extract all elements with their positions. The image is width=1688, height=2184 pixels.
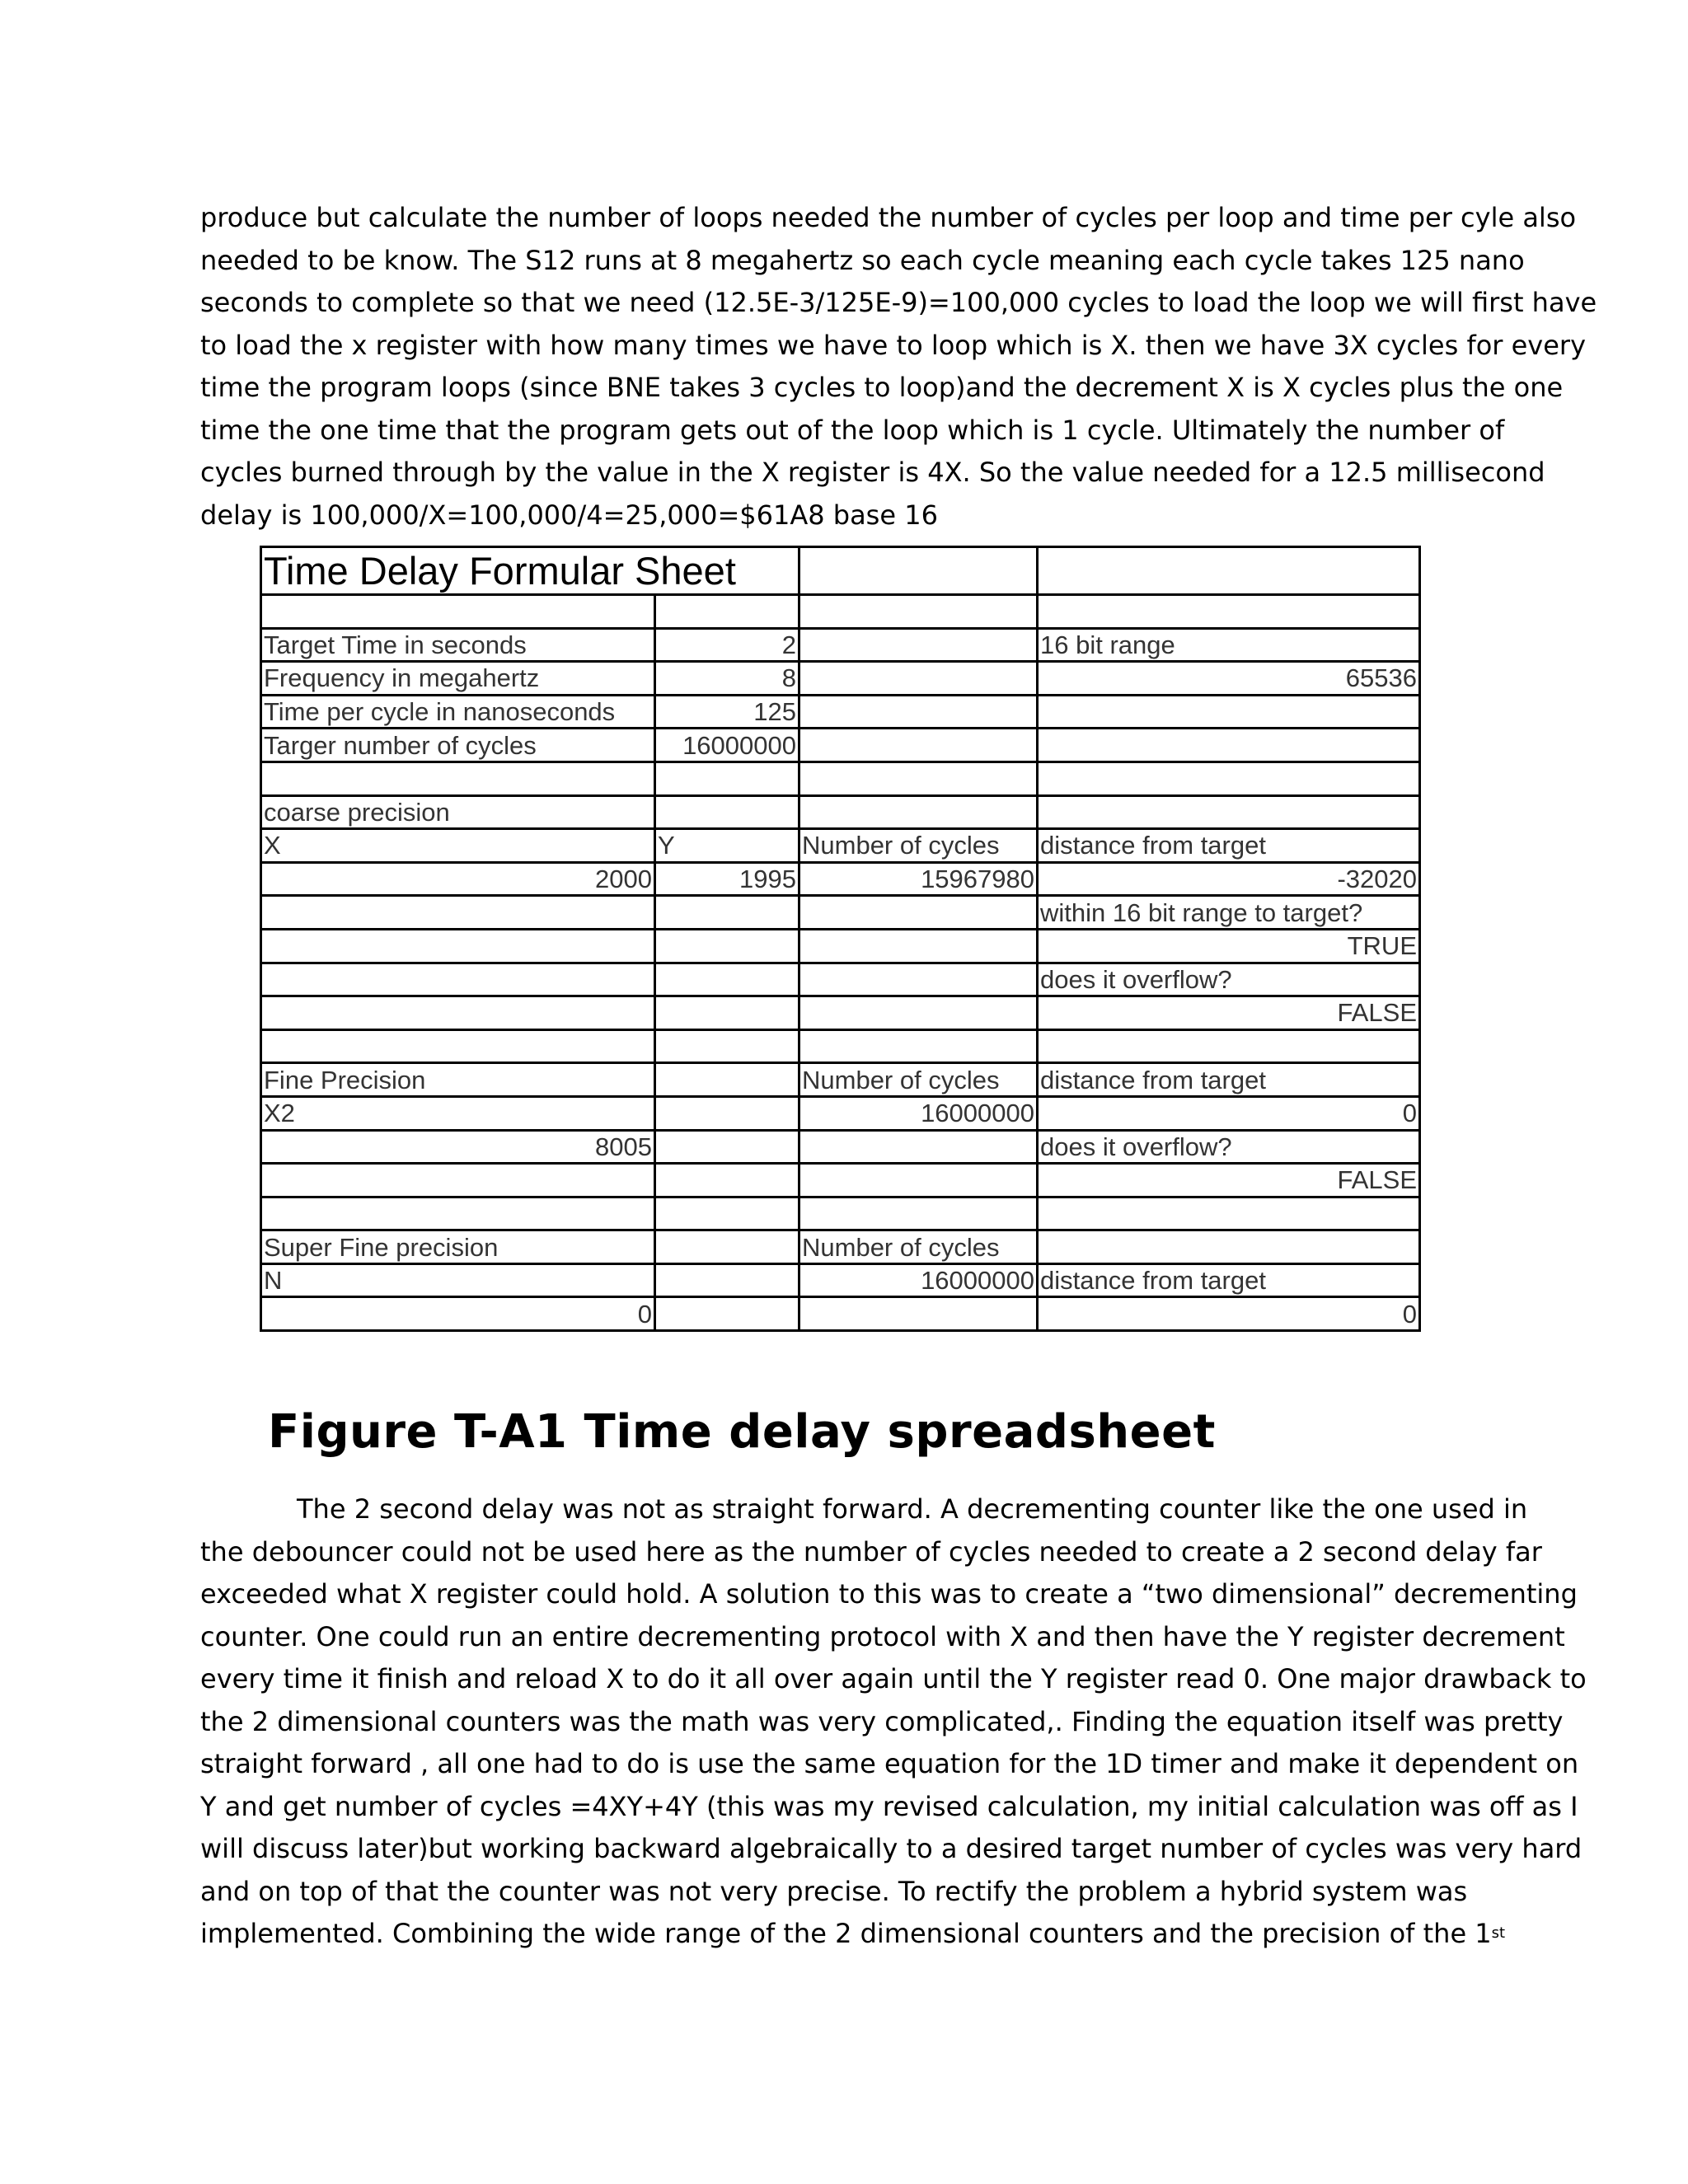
text-line: cycles burned through by the value in the X register is 4X. So the value needed for a 12.5 millisecond [200,457,1545,488]
spreadsheet-cell: distance from target [1038,829,1420,863]
spreadsheet-cell [799,1197,1038,1230]
spreadsheet-row [261,1230,1420,1264]
text-line: Y and get number of cycles =4XY+4Y (this was my revised calculation, my initial calculation was off as I [200,1790,1578,1822]
spreadsheet-cell: 0 [261,1297,655,1331]
spreadsheet-cell [261,963,655,996]
spreadsheet-cell: TRUE [1038,929,1420,963]
spreadsheet-cell: Number of cycles [799,1230,1038,1264]
spreadsheet-cell [261,1197,655,1230]
spreadsheet-row [261,963,1420,996]
spreadsheet-cell [799,628,1038,662]
spreadsheet-row [261,595,1420,629]
spreadsheet-cell: Fine Precision [261,1063,655,1097]
text-line: straight forward , all one had to do is use the same equation for the 1D timer and make it dependent on [200,1748,1579,1779]
spreadsheet-row [261,996,1420,1030]
spreadsheet-row [261,695,1420,729]
time-delay-spreadsheet [260,546,1421,1332]
spreadsheet-cell [1038,729,1420,762]
text-line: time the one time that the program gets out of the loop which is 1 cycle. Ultimately the number of [200,414,1505,446]
spreadsheet-cell: does it overflow? [1038,963,1420,996]
spreadsheet-row [261,762,1420,795]
spreadsheet-cell: 2 [655,628,799,662]
spreadsheet-cell [655,1297,799,1331]
spreadsheet-cell [799,1130,1038,1164]
spreadsheet-cell [799,1164,1038,1197]
text-line: the 2 dimensional counters was the math was very complicated,. Finding the equation itself was pretty [200,1705,1564,1737]
spreadsheet-cell: FALSE [1038,1164,1420,1197]
spreadsheet-cell [655,996,799,1030]
spreadsheet-cell [799,729,1038,762]
spreadsheet-cell: Number of cycles [799,1063,1038,1097]
spreadsheet-cell [655,896,799,930]
text-line [200,1913,1506,1956]
spreadsheet-cell [799,662,1038,696]
spreadsheet-cell [261,996,655,1030]
spreadsheet-cell [655,595,799,629]
text-line: needed to be know. The S12 runs at 8 megahertz so each cycle meaning each cycle takes 125 nano [200,244,1525,276]
spreadsheet-row [261,1063,1420,1097]
spreadsheet-cell: 15967980 [799,862,1038,896]
text-line: counter. One could run an entire decrementing protocol with X and then have the Y register decrement [200,1620,1565,1652]
spreadsheet-cell: Y [655,829,799,863]
spreadsheet-cell [799,996,1038,1030]
spreadsheet-cell [655,963,799,996]
spreadsheet-cell [261,896,655,930]
spreadsheet-row [261,628,1420,662]
spreadsheet-cell [799,795,1038,829]
spreadsheet-cell [655,1029,799,1063]
spreadsheet-cell: 16 bit range [1038,628,1420,662]
spreadsheet-cell: 16000000 [799,1263,1038,1297]
spreadsheet-cell: 16000000 [799,1096,1038,1130]
spreadsheet-cell [799,695,1038,729]
spreadsheet-row [261,929,1420,963]
spreadsheet-cell: Number of cycles [799,829,1038,863]
spreadsheet-cell: 125 [655,695,799,729]
spreadsheet-cell [261,595,655,629]
spreadsheet-cell [655,1197,799,1230]
spreadsheet-cell: 0 [1038,1297,1420,1331]
spreadsheet-cell [799,1297,1038,1331]
spreadsheet-cell [655,795,799,829]
spreadsheet-cell: coarse precision [261,795,655,829]
spreadsheet-row [261,1263,1420,1297]
spreadsheet-cell [655,1130,799,1164]
text-line: exceeded what X register could hold. A solution to this was to create a “two dimensional” decrementing [200,1578,1578,1610]
spreadsheet-cell [261,1029,655,1063]
spreadsheet-cell: Frequency in megahertz [261,662,655,696]
paragraph-1 [200,197,1597,537]
text-line: delay is 100,000/X=100,000/4=25,000=$61A8 base 16 [200,499,938,531]
spreadsheet-cell [261,1164,655,1197]
spreadsheet-cell: 65536 [1038,662,1420,696]
spreadsheet-cell [799,896,1038,930]
spreadsheet-cell [799,929,1038,963]
spreadsheet-row [261,1297,1420,1331]
spreadsheet-cell: N [261,1263,655,1297]
text-line: will discuss later)but working backward algebraically to a desired target number of cycles was very hard [200,1833,1582,1864]
spreadsheet-cell [655,1164,799,1197]
spreadsheet-cell [799,1029,1038,1063]
text-line: time the program loops (since BNE takes 3 cycles to loop)and the decrement X is X cycles plus the one [200,372,1564,403]
spreadsheet-cell: does it overflow? [1038,1130,1420,1164]
text-line-content: implemented. Combining the wide range of the 2 dimensional counters and the precision of the 1 [200,1918,1492,1949]
spreadsheet-cell: Time per cycle in nanoseconds [261,695,655,729]
spreadsheet-cell: 1995 [655,862,799,896]
spreadsheet-cell: 0 [1038,1096,1420,1130]
spreadsheet-row [261,1197,1420,1230]
spreadsheet-cell: Target Time in seconds [261,628,655,662]
spreadsheet-cell: FALSE [1038,996,1420,1030]
spreadsheet-cell: 8 [655,662,799,696]
spreadsheet-row [261,795,1420,829]
spreadsheet-row [261,1130,1420,1164]
spreadsheet-cell: Super Fine precision [261,1230,655,1264]
spreadsheet-cell: -32020 [1038,862,1420,896]
spreadsheet-row [261,1029,1420,1063]
spreadsheet-row [261,896,1420,930]
spreadsheet-title-row [261,547,1420,595]
spreadsheet-cell [655,1063,799,1097]
spreadsheet-cell [1038,695,1420,729]
spreadsheet-cell: 2000 [261,862,655,896]
spreadsheet-cell: Targer number of cycles [261,729,655,762]
spreadsheet-cell [1038,1230,1420,1264]
spreadsheet-row [261,662,1420,696]
spreadsheet-cell [1038,1029,1420,1063]
spreadsheet-cell: X [261,829,655,863]
spreadsheet-cell [799,547,1038,595]
spreadsheet-cell [655,1096,799,1130]
spreadsheet-cell [1038,547,1420,595]
spreadsheet-cell [261,762,655,795]
ordinal-superscript: st [1491,1924,1506,1942]
text-line: produce but calculate the number of loops needed the number of cycles per loop and time per cyle also [200,202,1577,233]
spreadsheet-cell: distance from target [1038,1263,1420,1297]
spreadsheet-cell [1038,1197,1420,1230]
spreadsheet-cell [655,1230,799,1264]
figure-caption: Figure T-A1 Time delay spreadsheet [268,1405,1216,1459]
spreadsheet-cell [655,762,799,795]
spreadsheet-cell: within 16 bit range to target? [1038,896,1420,930]
text-line: to load the x register with how many times we have to loop which is X. then we have 3X cycles for every [200,329,1587,361]
spreadsheet-row [261,1096,1420,1130]
spreadsheet-cell [655,1263,799,1297]
text-line: seconds to complete so that we need (12.5E-3/125E-9)=100,000 cycles to load the loop we will first have [200,287,1597,318]
spreadsheet-cell [799,762,1038,795]
spreadsheet-cell [799,963,1038,996]
spreadsheet-row [261,862,1420,896]
spreadsheet-cell [1038,595,1420,629]
spreadsheet-row [261,1164,1420,1197]
spreadsheet-cell: 16000000 [655,729,799,762]
spreadsheet-cell [1038,795,1420,829]
spreadsheet-cell [799,595,1038,629]
spreadsheet-cell: 8005 [261,1130,655,1164]
spreadsheet-cell: X2 [261,1096,655,1130]
text-line: the debouncer could not be used here as the number of cycles needed to create a 2 second delay far [200,1535,1542,1568]
spreadsheet-cell: distance from target [1038,1063,1420,1097]
spreadsheet-cell [1038,762,1420,795]
spreadsheet-row [261,829,1420,863]
text-line: and on top of that the counter was not very precise. To rectify the problem a hybrid system was [200,1875,1468,1907]
text-line: every time it finish and reload X to do it all over again until the Y register read 0. One major drawback to [200,1663,1587,1694]
text-line: The 2 second delay was not as straight forward. A decrementing counter like the one used in [297,1493,1528,1525]
paragraph-2 [200,1488,1587,1956]
spreadsheet-cell [261,929,655,963]
spreadsheet-cell [655,929,799,963]
spreadsheet-row [261,729,1420,762]
spreadsheet-title: Time Delay Formular Sheet [261,547,799,595]
